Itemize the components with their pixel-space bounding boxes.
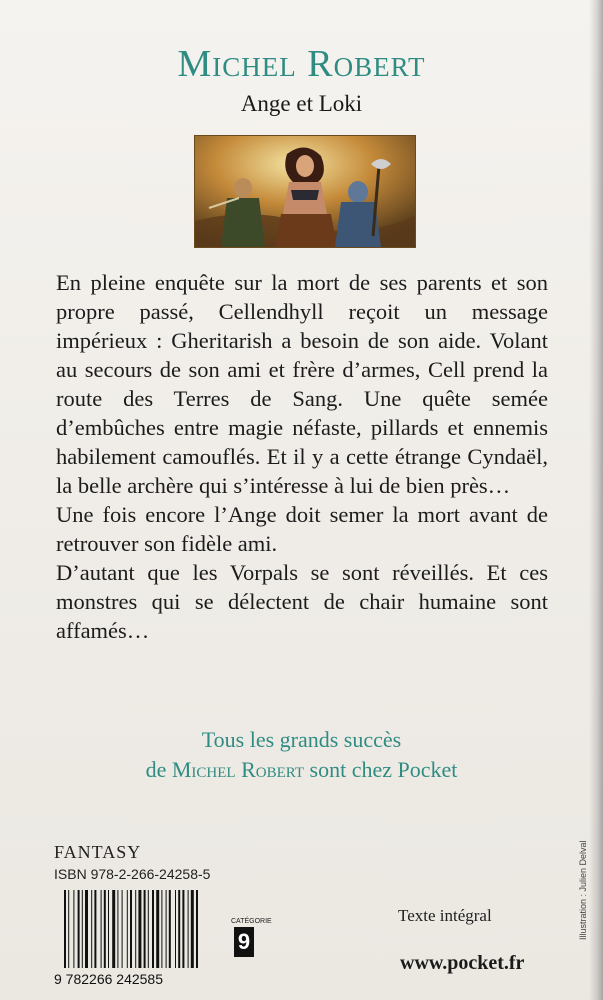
synopsis-paragraph: Une fois encore l’Ange doit semer la mort avant de retrouver son fidèle ami. bbox=[56, 502, 548, 556]
barcode-bar bbox=[188, 890, 189, 968]
barcode-bar bbox=[68, 890, 69, 968]
barcode-bar bbox=[169, 890, 171, 968]
barcode-bar bbox=[94, 890, 96, 968]
barcode-bar bbox=[148, 890, 149, 968]
barcode-bar bbox=[191, 890, 194, 968]
barcode-bar bbox=[104, 890, 106, 968]
author-name: Michel Robert bbox=[177, 43, 426, 85]
barcode-bar bbox=[161, 890, 162, 968]
synopsis-paragraph: D’autant que les Vorpals se sont réveillés. Et ces monstres qui se délectent de chair humaine sont affamés… bbox=[56, 560, 548, 643]
barcode-bar bbox=[82, 890, 83, 968]
category-number: 9 bbox=[234, 927, 254, 957]
promo-author: Michel Robert bbox=[171, 757, 305, 782]
barcode-bar bbox=[85, 890, 88, 968]
barcode-bar bbox=[117, 890, 118, 968]
barcode-bar bbox=[130, 890, 132, 968]
barcode-bar bbox=[178, 890, 180, 968]
barcode-bar bbox=[182, 890, 184, 968]
barcode-bar bbox=[152, 890, 154, 968]
barcode-bar bbox=[156, 890, 159, 968]
barcode-bar bbox=[73, 890, 74, 968]
barcode-bar bbox=[122, 890, 123, 968]
barcode-bar bbox=[64, 890, 66, 968]
barcode-bar bbox=[108, 890, 109, 968]
barcode-bar bbox=[91, 890, 92, 968]
barcode-digits: 9 782266 242585 bbox=[54, 971, 163, 987]
cover-illustration bbox=[194, 135, 416, 248]
genre-label: FANTASY bbox=[54, 842, 142, 862]
barcode-bar bbox=[127, 890, 128, 968]
barcode-bar bbox=[101, 890, 102, 968]
promo-line-2: de Michel Robert sont chez Pocket bbox=[145, 757, 458, 782]
illustration-image bbox=[195, 136, 415, 247]
illustration-credit: Illustration : Julien Delval bbox=[578, 840, 588, 940]
barcode-bar bbox=[166, 890, 167, 968]
integral-text: Texte intégral bbox=[398, 906, 492, 925]
synopsis bbox=[56, 268, 548, 645]
barcode-bar bbox=[175, 890, 176, 968]
barcode-bar bbox=[112, 890, 115, 968]
barcode-bar bbox=[78, 890, 80, 968]
publisher-website[interactable]: www.pocket.fr bbox=[400, 952, 525, 974]
synopsis-paragraph: En pleine enquête sur la mort de ses parents et son propre passé, Cellendhyll reçoit un message impérieux : Gheritarish a besoin de son aide. Volant au secours de son ami et frère d’armes, Cell prend la route des Terres de Sang. Une quête semée d’embûches entre magie néfaste, pillards et ennemis habilement camouflés. Et il y a cette étrange Cyndaël, la belle archère qui s’intéresse à lui de bien près… bbox=[56, 270, 548, 498]
category-label: CATÉGORIE bbox=[231, 918, 272, 925]
isbn-text: ISBN 978-2-266-24258-5 bbox=[54, 866, 211, 882]
barcode-bar bbox=[138, 890, 141, 968]
barcode-bar bbox=[135, 890, 136, 968]
promo-text bbox=[0, 725, 603, 785]
barcode-bar bbox=[196, 890, 198, 968]
page-edge-shadow bbox=[589, 0, 603, 1000]
barcode bbox=[52, 888, 232, 988]
book-title: Ange et Loki bbox=[240, 91, 363, 116]
barcode-bar bbox=[144, 890, 146, 968]
promo-line-1: Tous les grands succès bbox=[201, 727, 402, 752]
